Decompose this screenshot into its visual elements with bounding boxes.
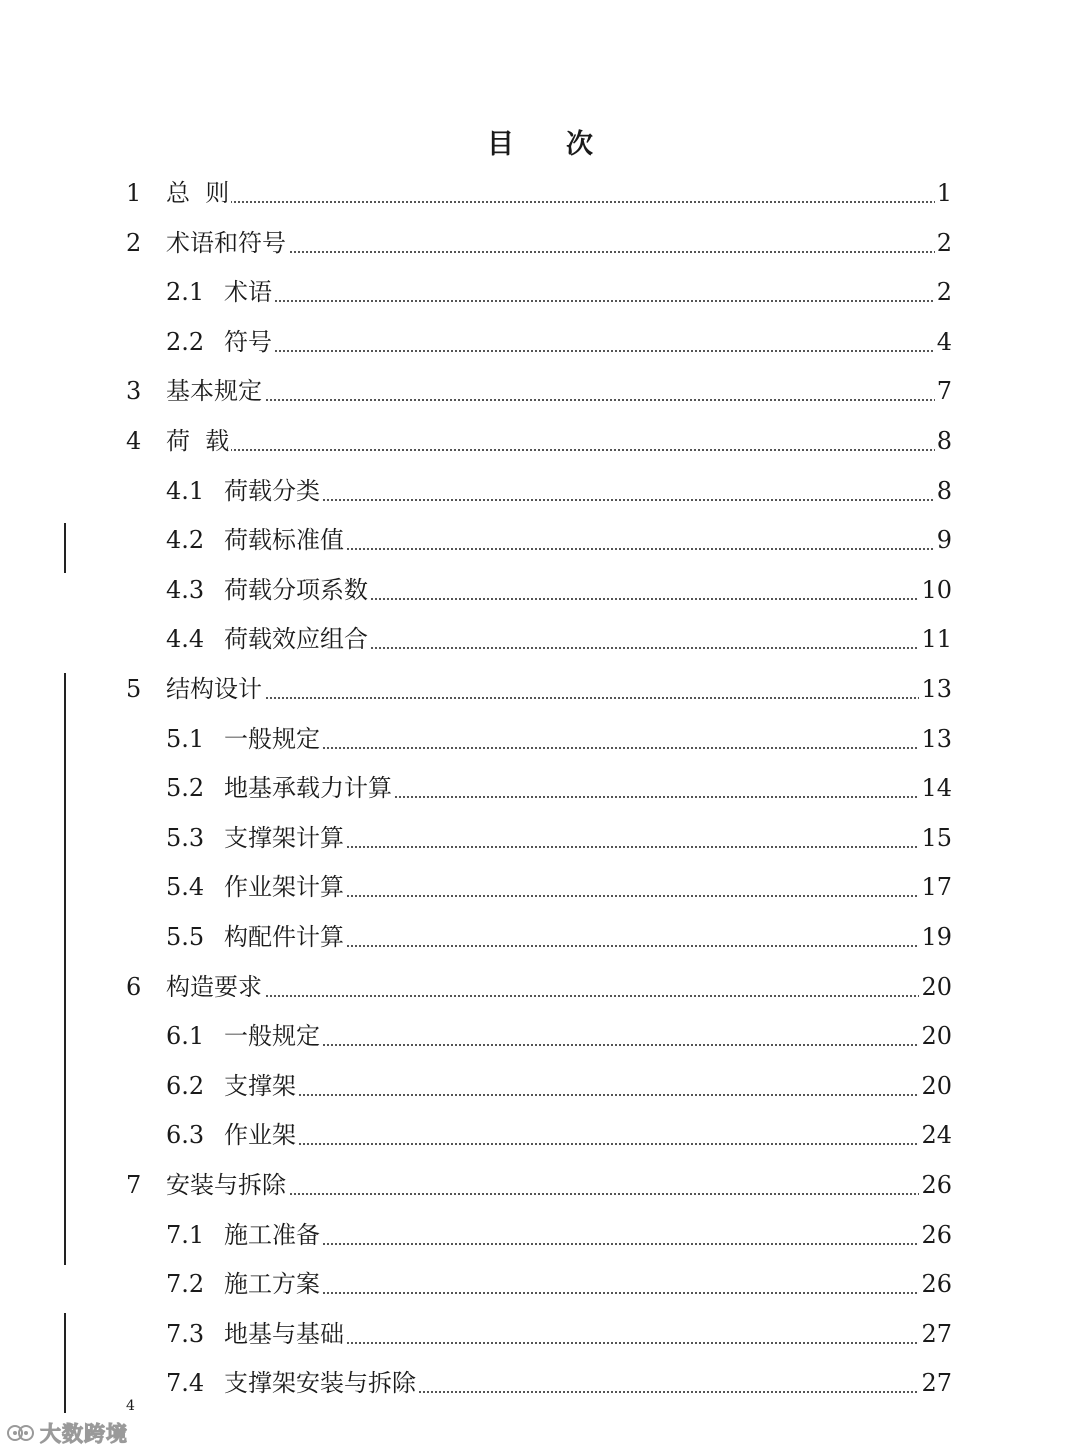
toc-entry-page: 26 xyxy=(919,1160,952,1210)
toc-entry-page: 4 xyxy=(935,317,952,367)
toc-entry-number: 5.2 xyxy=(166,774,205,803)
toc-entry-page: 20 xyxy=(919,1061,952,1111)
toc-entry-page: 20 xyxy=(919,1011,952,1061)
toc-entry xyxy=(0,1061,1080,1111)
toc-entry-page: 20 xyxy=(919,962,952,1012)
toc-entry-label: 荷载分项系数 xyxy=(224,565,370,615)
toc-entry-leader-dots xyxy=(224,747,948,749)
toc-entry xyxy=(0,912,1080,962)
toc-entry-label: 荷 载 xyxy=(166,416,231,466)
toc-entry-leader-dots xyxy=(224,1143,948,1145)
toc-entry-leader-dots xyxy=(224,350,948,352)
toc-entry-page: 2 xyxy=(935,218,952,268)
toc-entry-page: 26 xyxy=(919,1210,952,1260)
toc-entry-page: 13 xyxy=(919,664,952,714)
toc-entry-label: 符号 xyxy=(224,317,274,367)
toc-entry-label: 荷载效应组合 xyxy=(224,614,370,664)
toc-entry xyxy=(0,466,1080,516)
toc-entry xyxy=(0,267,1080,317)
toc-entry-leader-dots xyxy=(166,697,948,699)
toc-entry xyxy=(0,862,1080,912)
toc-entry-page: 13 xyxy=(919,714,952,764)
toc-entry-leader-dots xyxy=(224,499,948,501)
revision-bar xyxy=(64,673,66,1265)
toc-entry-page: 10 xyxy=(919,565,952,615)
toc-entry xyxy=(0,813,1080,863)
toc-entry-page: 1 xyxy=(935,168,952,218)
toc-entry-number: 4 xyxy=(126,427,142,455)
toc-entry-number: 7 xyxy=(126,1171,142,1199)
toc-entry-label: 地基与基础 xyxy=(224,1309,346,1359)
toc-entry-label: 荷载分类 xyxy=(224,466,322,516)
toc-entry-label: 结构设计 xyxy=(166,664,264,714)
toc-entry xyxy=(0,763,1080,813)
toc-entry xyxy=(0,614,1080,664)
toc-entry xyxy=(0,664,1080,714)
watermark-text: 大数跨境 xyxy=(40,1422,128,1446)
toc-entry-number: 2.1 xyxy=(166,278,205,307)
toc-entry-label: 总 则 xyxy=(166,168,231,218)
watermark xyxy=(6,1418,128,1448)
toc-entry-leader-dots xyxy=(166,995,948,997)
toc-entry-number: 2.2 xyxy=(166,327,205,356)
footer-page-number: 4 xyxy=(126,1398,135,1414)
toc-entry-label: 支撑架 xyxy=(224,1061,298,1111)
toc-entry-label: 一般规定 xyxy=(224,714,322,764)
toc-entry-leader-dots xyxy=(224,300,948,302)
toc-entry xyxy=(0,565,1080,615)
toc-entry xyxy=(0,1309,1080,1359)
toc-entry xyxy=(0,416,1080,466)
toc-entry-number: 3 xyxy=(126,377,142,406)
toc-entry xyxy=(0,168,1080,218)
toc-entry-label: 作业架计算 xyxy=(224,862,346,912)
toc-entry xyxy=(0,515,1080,565)
toc-entry-page: 8 xyxy=(935,466,952,516)
toc-entry-page: 8 xyxy=(935,416,952,466)
toc-entry-number: 6.3 xyxy=(166,1121,205,1150)
toc-entry-page: 27 xyxy=(919,1309,952,1359)
toc-entry-number: 7.1 xyxy=(166,1220,205,1249)
toc-entry xyxy=(0,1259,1080,1309)
toc-entry xyxy=(0,366,1080,416)
toc-entry-page: 7 xyxy=(935,366,952,416)
toc-entry-page: 9 xyxy=(935,515,952,565)
toc-entry-label: 地基承载力计算 xyxy=(224,763,394,813)
toc-entry-number: 5.4 xyxy=(166,873,205,902)
revision-bar xyxy=(64,1313,66,1413)
toc-entry-number: 7.2 xyxy=(166,1270,205,1299)
revision-bar xyxy=(64,523,66,573)
toc-entry-number: 6.1 xyxy=(166,1022,205,1051)
toc-entry-page: 26 xyxy=(919,1259,952,1309)
toc-entry-leader-dots xyxy=(166,201,948,203)
toc-entry xyxy=(0,1110,1080,1160)
toc-entry-leader-dots xyxy=(166,449,948,451)
watermark-logo-icon xyxy=(6,1421,36,1445)
toc-entry-label: 支撑架计算 xyxy=(224,813,346,863)
toc-entry-leader-dots xyxy=(224,1044,948,1046)
toc-entry-number: 4.1 xyxy=(166,476,205,505)
toc-entry xyxy=(0,1160,1080,1210)
toc-entry xyxy=(0,1210,1080,1260)
toc-entry-label: 荷载标准值 xyxy=(224,515,346,565)
toc-title xyxy=(0,122,1080,161)
toc-entry-number: 4.3 xyxy=(166,575,205,604)
toc-entry-label: 施工准备 xyxy=(224,1210,322,1260)
toc-entry-leader-dots xyxy=(224,1243,948,1245)
toc-entry xyxy=(0,1358,1080,1408)
toc-entry-leader-dots xyxy=(224,1292,948,1294)
toc-entry-number: 7.4 xyxy=(166,1369,205,1398)
toc-entry xyxy=(0,218,1080,268)
toc-entry-number: 2 xyxy=(126,228,142,257)
toc-entry-label: 安装与拆除 xyxy=(166,1160,288,1210)
toc-entry-page: 2 xyxy=(935,267,952,317)
toc-entry xyxy=(0,962,1080,1012)
toc-entry-number: 4.4 xyxy=(166,625,205,654)
toc-entry xyxy=(0,714,1080,764)
toc-entry-number: 1 xyxy=(126,179,142,207)
toc-entry-leader-dots xyxy=(224,1094,948,1096)
toc-entry-number: 6.2 xyxy=(166,1071,205,1100)
toc-entry-page: 19 xyxy=(919,912,952,962)
toc-entry-number: 7.3 xyxy=(166,1319,205,1348)
toc-entry-number: 5.1 xyxy=(166,724,205,753)
toc-entry-label: 一般规定 xyxy=(224,1011,322,1061)
toc-entry-number: 5.3 xyxy=(166,823,205,852)
toc-entry xyxy=(0,1011,1080,1061)
toc-title-part2: 次 xyxy=(566,129,593,160)
toc-entry-label: 支撑架安装与拆除 xyxy=(224,1358,418,1408)
toc-entry-label: 术语和符号 xyxy=(166,218,288,268)
toc-title-part1: 目 xyxy=(487,129,514,160)
toc-entry-page: 15 xyxy=(919,813,952,863)
toc-entry-leader-dots xyxy=(166,399,948,401)
toc-entry-label: 基本规定 xyxy=(166,366,264,416)
toc-entry-number: 4.2 xyxy=(166,526,205,555)
toc-entry xyxy=(0,317,1080,367)
toc-entry-page: 24 xyxy=(919,1110,952,1160)
toc-entry-page: 14 xyxy=(919,763,952,813)
toc-entry-label: 构造要求 xyxy=(166,962,264,1012)
toc-entry-label: 构配件计算 xyxy=(224,912,346,962)
toc-entry-page: 11 xyxy=(919,614,952,664)
toc-entry-label: 作业架 xyxy=(224,1110,298,1160)
toc-entry-number: 5 xyxy=(126,675,142,703)
toc-entry-label: 施工方案 xyxy=(224,1259,322,1309)
toc-entry-page: 27 xyxy=(919,1358,952,1408)
toc-entry-number: 6 xyxy=(126,972,142,1001)
toc-entry-page: 17 xyxy=(919,862,952,912)
toc-entry-number: 5.5 xyxy=(166,923,205,951)
toc-entry-label: 术语 xyxy=(224,267,274,317)
